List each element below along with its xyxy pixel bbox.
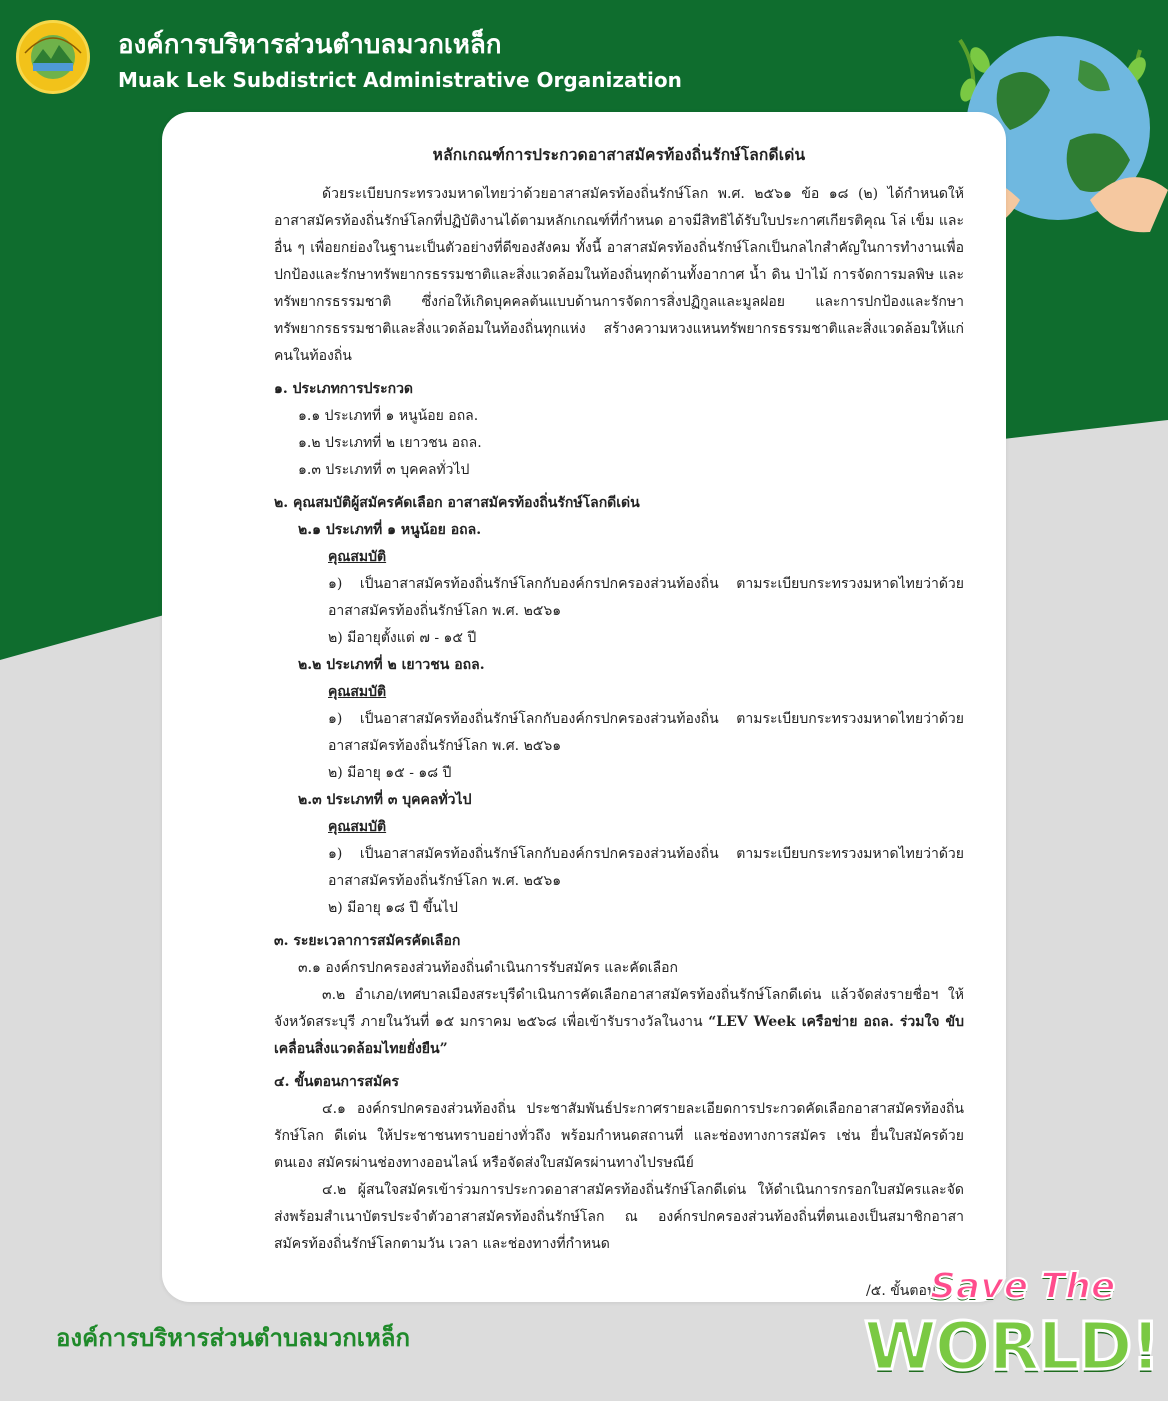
section-3-item [274,982,964,1063]
intro-paragraph: ด้วยระเบียบกระทรวงมหาดไทยว่าด้วยอาสาสมัครท้องถิ่นรักษ์โลก พ.ศ. ๒๕๖๑ ข้อ ๑๘ (๒) ได้กำหนดให้ อาสาสมัครท้องถิ่นรักษ์โลกที่ปฏิบัติงานได้ตามหลักเกณฑ์ที่กำหนด อาจมีสิทธิได้รับใบประกาศเกียรติคุณ โล่ เข็ม และอื่น ๆ เพื่อยกย่องในฐานะเป็นตัวอย่างที่ดีของสังคม ทั้งนี้ อาสาสมัครท้องถิ่นรักษ์โลกเป็นกลไกสำคัญในการทำงานเพื่อปกป้องและรักษาทรัพยากรธรรมชาติและสิ่งแวดล้อมในท้องถิ่นทุกด้านทั้งอากาศ น้ำ ดิน ป่าไม้ การจัดการมลพิษ และทรัพยากรธรรมชาติ ซึ่งก่อให้เกิดบุคคลต้นแบบด้านการจัดการสิ่งปฏิกูลและมูลฝอย และการปกป้องและรักษาทรัพยากรธรรมชาติและสิ่งแวดล้อมในท้องถิ่นทุกแห่ง สร้างความหวงแหนทรัพยากรธรรมชาติและสิ่งแวดล้อมให้แก่คนในท้องถิ่น [274,186,964,364]
event-name: “LEV Week เครือข่าย อถล. ร่วมใจ ขับเคลื่อนสิ่งแวดล้อมไทยยั่งยืน” [274,1014,964,1057]
section-1-item: ๑.๒ ประเภทที่ ๒ เยาวชน อถล. [298,435,482,451]
section-2-title: ๒. คุณสมบัติผู้สมัครคัดเลือก อาสาสมัครท้องถิ่นรักษ์โลกดีเด่น [274,495,640,511]
save-the-world-icon [858,1262,1160,1398]
document-card [162,112,1006,1302]
qualification-item: ๒) มีอายุ ๑๕ - ๑๘ ปี [328,765,452,781]
qualification-item: ๒) มีอายุ ๑๘ ปี ขึ้นไป [328,900,458,916]
qualification-label: คุณสมบัติ [328,819,387,835]
qualification-label: คุณสมบัติ [328,684,387,700]
section-2-3-title: ๒.๓ ประเภทที่ ๓ บุคคลทั่วไป [298,792,472,808]
section-4-title: ๔. ขั้นตอนการสมัคร [274,1074,400,1090]
section-3-item: ๓.๑ องค์กรปกครองส่วนท้องถิ่นดำเนินการรับสมัคร และคัดเลือก [298,960,679,976]
section-1-item: ๑.๑ ประเภทที่ ๑ หนูน้อย อถล. [298,408,479,424]
qualification-item: ๒) มีอายุตั้งแต่ ๗ - ๑๕ ปี [328,630,477,646]
document-heading: หลักเกณฑ์การประกวดอาสาสมัครท้องถิ่นรักษ์โลกดีเด่น [432,145,806,164]
header-title: องค์การบริหารส่วนตำบลมวกเหล็ก [118,30,502,60]
section-3-title: ๓. ระยะเวลาการสมัครคัดเลือก [274,933,461,949]
qualification-item: ๑) เป็นอาสาสมัครท้องถิ่นรักษ์โลกกับองค์กรปกครองส่วนท้องถิ่น ตามระเบียบกระทรวงมหาดไทยว่าด้วยอาสาสมัครท้องถิ่นรักษ์โลก พ.ศ. ๒๕๖๑ [328,711,964,754]
section-2-1-title: ๒.๑ ประเภทที่ ๑ หนูน้อย อถล. [298,522,482,538]
section-2-2-title: ๒.๒ ประเภทที่ ๒ เยาวชน อถล. [298,657,485,673]
section-4-item: ๔.๒ ผู้สนใจสมัครเข้าร่วมการประกวดอาสาสมัครท้องถิ่นรักษ์โลกดีเด่น ให้ดำเนินการกรอกใบสมัครและจัดส่งพร้อมสำเนาบัตรประจำตัวอาสาสมัครท้องถิ่นรักษ์โลก ณ องค์กรปกครองส่วนท้องถิ่นที่ตนเองเป็นสมาชิกอาสาสมัครท้องถิ่นรักษ์โลกตามวัน เวลา และช่องทางที่กำหนด [274,1182,964,1252]
section-4-item: ๔.๑ องค์กรปกครองส่วนท้องถิ่น ประชาสัมพันธ์ประกาศรายละเอียดการประกวดคัดเลือกอาสาสมัครท้องถิ่นรักษ์โลก ดีเด่น ให้ประชาชนทราบอย่างทั่วถึง พร้อมกำหนดสถานที่ และช่องทางการสมัคร เช่น ยื่นใบสมัครด้วยตนเอง สมัครผ่านช่องทางออนไลน์ หรือจัดส่งใบสมัครผ่านทางไปรษณีย์ [274,1101,964,1171]
section-1-title: ๑. ประเภทการประกวด [274,381,414,397]
qualification-item: ๑) เป็นอาสาสมัครท้องถิ่นรักษ์โลกกับองค์กรปกครองส่วนท้องถิ่น ตามระเบียบกระทรวงมหาดไทยว่าด้วยอาสาสมัครท้องถิ่นรักษ์โลก พ.ศ. ๒๕๖๑ [328,846,964,889]
qualification-label: คุณสมบัติ [328,549,387,565]
section-1-item: ๑.๓ ประเภทที่ ๓ บุคคลทั่วไป [298,462,470,478]
page-continuation: /๕. ขั้นตอน [866,1283,937,1299]
qualification-item: ๑) เป็นอาสาสมัครท้องถิ่นรักษ์โลกกับองค์กรปกครองส่วนท้องถิ่น ตามระเบียบกระทรวงมหาดไทยว่าด้วยอาสาสมัครท้องถิ่นรักษ์โลก พ.ศ. ๒๕๖๑ [328,576,964,619]
world-text: WORLD! [864,1308,1159,1385]
save-the-text: Save The [930,1266,1116,1307]
document-body [274,142,964,1258]
header-subtitle: Muak Lek Subdistrict Administrative Organization [118,68,682,92]
section-3-2-text: ๓.๒ อำเภอ/เทศบาลเมืองสระบุรีดำเนินการคัดเลือกอาสาสมัครท้องถิ่นรักษ์โลกดีเด่น แล้วจัดส่งรายชื่อฯ ให้จังหวัดสระบุรี ภายในวันที่ ๑๕ มกราคม ๒๕๖๘ เพื่อเข้ารับรางวัลในงาน [274,987,964,1030]
seal-logo-icon [16,20,90,94]
footer-org-name: องค์การบริหารส่วนตำบลมวกเหล็ก [56,1324,411,1352]
